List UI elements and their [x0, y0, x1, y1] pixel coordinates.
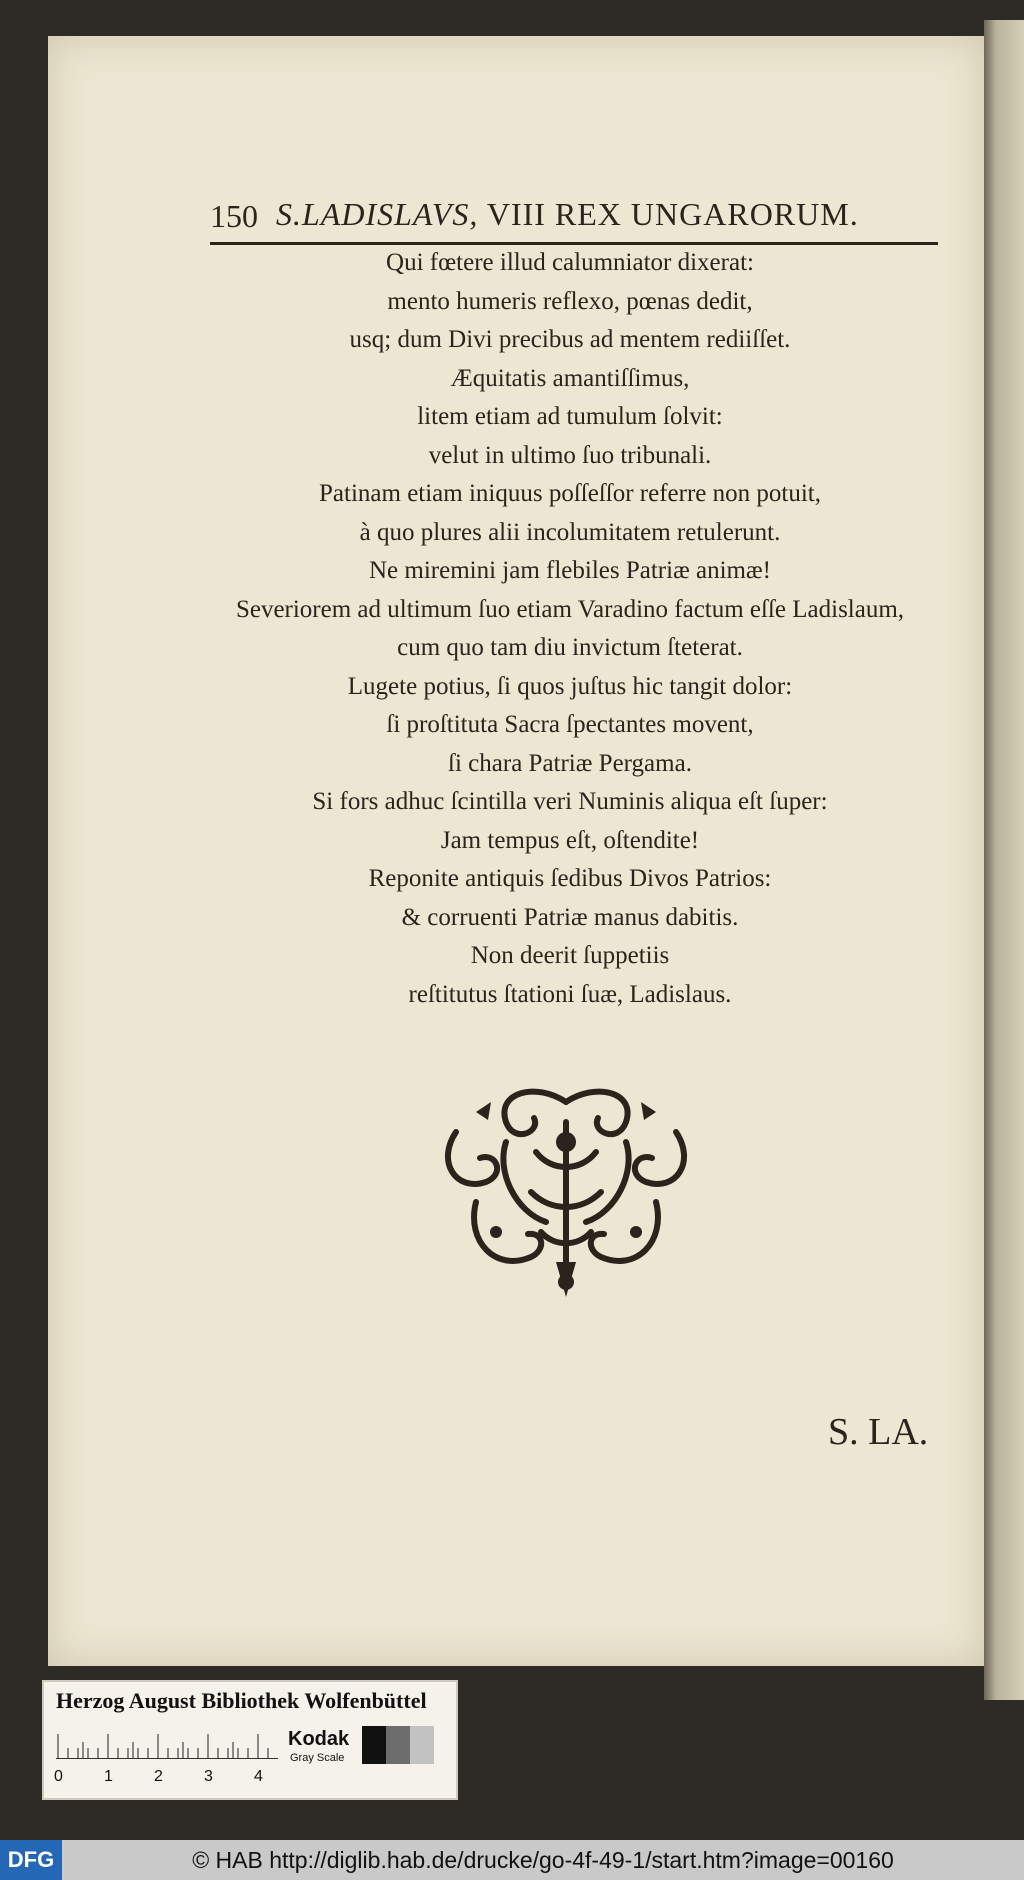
- page-header: [210, 192, 938, 240]
- text-line: Severiorem ad ultimum ſuo etiam Varadino factum eſſe Ladislaum,: [235, 595, 905, 623]
- ruler-digit: 2: [154, 1768, 163, 1785]
- text-line: Lugete potius, ſi quos juſtus hic tangit dolor:: [347, 672, 793, 700]
- text-line: litem etiam ad tumulum ſolvit:: [417, 403, 723, 430]
- copyright-link[interactable]: © HAB http://diglib.hab.de/drucke/go-4f-49-1/start.htm?image=00160: [192, 1846, 894, 1873]
- footer-bar: [0, 1840, 1024, 1880]
- text-line: ſi chara Patriæ Pergama.: [448, 749, 692, 777]
- text-line: Non deerit ſuppetiis: [470, 942, 670, 969]
- text-line: Qui fœtere illud calumniator dixerat:: [386, 249, 754, 276]
- printers-ornament: [436, 1082, 696, 1302]
- poem-text: [160, 244, 980, 1014]
- text-line: ſi proſtituta Sacra ſpectantes movent,: [386, 711, 754, 738]
- scan-target-card: [42, 1680, 458, 1800]
- text-line: cum quo tam diu invictum ſteterat.: [397, 634, 743, 661]
- kodak-logo-text: Kodak: [288, 1728, 350, 1750]
- text-line: Jam tempus eſt, oſtendite!: [440, 826, 700, 854]
- library-name: Herzog August Bibliothek Wolfenbüttel: [56, 1688, 427, 1713]
- page-number: 150: [210, 198, 258, 234]
- ruler-digit: 4: [254, 1768, 263, 1785]
- text-line: Æquitatis amantiſſimus,: [450, 364, 690, 392]
- running-title-italic: S.LADISLAVS,: [276, 196, 479, 232]
- ruler-digit: 1: [104, 1768, 113, 1785]
- text-line: velut in ultimo ſuo tribunali.: [428, 441, 712, 469]
- gray-scale-label: Gray Scale: [290, 1752, 345, 1764]
- text-line: usq; dum Divi precibus ad mentem rediiſſet.: [349, 326, 791, 353]
- ruler-digit: 3: [204, 1768, 213, 1785]
- text-line: mento humeris reflexo, pœnas dedit,: [387, 287, 753, 315]
- text-line: Si fors adhuc ſcintilla veri Numinis aliqua eſt ſuper:: [312, 788, 828, 815]
- gray-swatch-light: [410, 1726, 434, 1764]
- text-line: à quo plures alii incolumitatem retulerunt.: [359, 518, 781, 546]
- text-line: Reponite antiquis ſedibus Divos Patrios:: [368, 865, 772, 892]
- ruler-ticks: [56, 1730, 278, 1759]
- gray-swatch-black: [362, 1726, 386, 1764]
- text-line: Ne miremini jam flebiles Patriæ animæ!: [368, 557, 771, 584]
- adjacent-page-edge: [984, 20, 1024, 1700]
- catchword: S. LA.: [828, 1411, 929, 1453]
- text-line: & corruenti Patriæ manus dabitis.: [401, 903, 739, 931]
- text-line: Patinam etiam iniquus poſſeſſor referre non potuit,: [319, 480, 821, 507]
- dfg-logo[interactable]: DFG: [0, 1840, 62, 1880]
- gray-swatch-dark: [386, 1726, 410, 1764]
- running-title: [276, 196, 859, 233]
- text-line: reſtitutus ſtationi ſuæ, Ladislaus.: [408, 980, 732, 1008]
- running-title-rest: VIII REX UNGARORUM.: [478, 196, 859, 232]
- ruler-digit: 0: [54, 1768, 63, 1785]
